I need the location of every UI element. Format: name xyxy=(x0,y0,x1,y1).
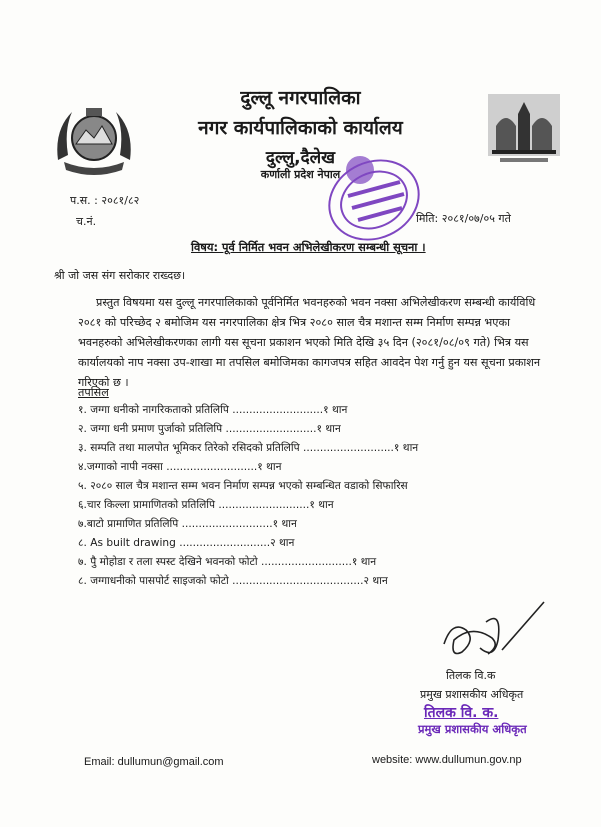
list-item: ४.जग्गाको नापी नक्सा ...........................१ थान xyxy=(78,461,282,473)
chalani-number: च.नं. xyxy=(76,215,97,228)
signature-icon xyxy=(432,600,552,666)
patra-sankhya: प.स. : २०८१/८२ xyxy=(70,194,140,207)
list-item: ६.चार किल्ला प्रामाणितको प्रतिलिपि ...........................१ थान xyxy=(78,499,334,511)
body-line-1: प्रस्तुत विषयमा यस दुल्लू नगरपालिकाको पूर्वनिर्मित भवनहरुको भवन नक्सा अभिलेखीकरण सम्बन्धी कार्यविधि xyxy=(96,296,536,309)
list-item: ८. As built drawing ...........................२ थान xyxy=(78,537,295,549)
list-item: १. जग्गा धनीको नागरिकताको प्रतिलिपि ...........................१ थान xyxy=(78,404,348,416)
stamp-name: तिलक वि. क. xyxy=(424,705,499,721)
official-stamp-icon xyxy=(318,148,428,248)
tapsil-heading: तपसिल xyxy=(78,386,109,399)
footer-website: website: www.dullumun.gov.np xyxy=(372,754,522,766)
letter-date: मिति: २०८१/०७/०५ गते xyxy=(416,212,511,225)
list-item: ७.बाटो प्रामाणित प्रतिलिपि ...........................१ थान xyxy=(78,518,297,530)
list-item: ३. सम्पति तथा मालपोत भूमिकर तिरेको रसिदको प्रतिलिपि ...........................१ थान xyxy=(78,442,419,454)
subject: विषय: पूर्व निर्मित भवन अभिलेखीकरण सम्बन्धी सूचना । xyxy=(191,240,426,254)
footer-email: Email: dullumun@gmail.com xyxy=(84,756,224,768)
signatory-title: प्रमुख प्रशासकीय अधिकृत xyxy=(420,688,524,701)
signatory-name: तिलक वि.क xyxy=(446,669,496,682)
salutation: श्री जो जस संग सरोकार राख्दछ। xyxy=(54,269,186,282)
list-item: ५. २०८० साल चैत्र मशान्त सम्म भवन निर्माण सम्पन्न भएको सम्बन्धित वडाको सिफारिस xyxy=(78,480,408,492)
list-item: ७. पुै मोहोडा र तला स्पस्ट देखिने भवनको फोटो ...........................१ थान xyxy=(78,556,377,568)
list-item: २. जग्गा धनी प्रमाण पुर्जाको प्रतिलिपि ...........................१ थान xyxy=(78,423,341,435)
location: दुल्लु,दैलेख xyxy=(265,148,336,168)
body-line-2: २०८१ को परिच्छेद २ बमोजिम यस नगरपालिका क्षेत्र भित्र २०८० साल चैत्र मशान्त सम्म निर्माण सम्पन्न भएका xyxy=(78,316,510,329)
province: कर्णाली प्रदेश नेपाल xyxy=(260,168,341,181)
body-line-4: कार्यालयको नाप नक्सा उप-शाखा मा तपसिल बमोजिमका कागजपत्र सहित आवदेन पेश गर्नु हुन यस सूचना प्रकाशन xyxy=(78,356,541,369)
office-name: नगर कार्यपालिकाको कार्यालय xyxy=(198,117,403,139)
org-name: दुल्लू नगरपालिका xyxy=(240,87,361,109)
stamp-title: प्रमुख प्रशासकीय अधिकृत xyxy=(418,722,527,736)
body-line-3: भवनहरुको अभिलेखीकरणका लागी यस सूचना प्रकाशन भएको मिति देखि ३५ दिन (२०८१/०८/०९ गते) भित्र यस xyxy=(78,336,529,349)
body-line-5: गरिएको छ । xyxy=(78,376,129,389)
list-item: ८. जग्गाधनीको पासपोर्ट साइजको फोटो .......................................२ थान xyxy=(78,575,388,587)
